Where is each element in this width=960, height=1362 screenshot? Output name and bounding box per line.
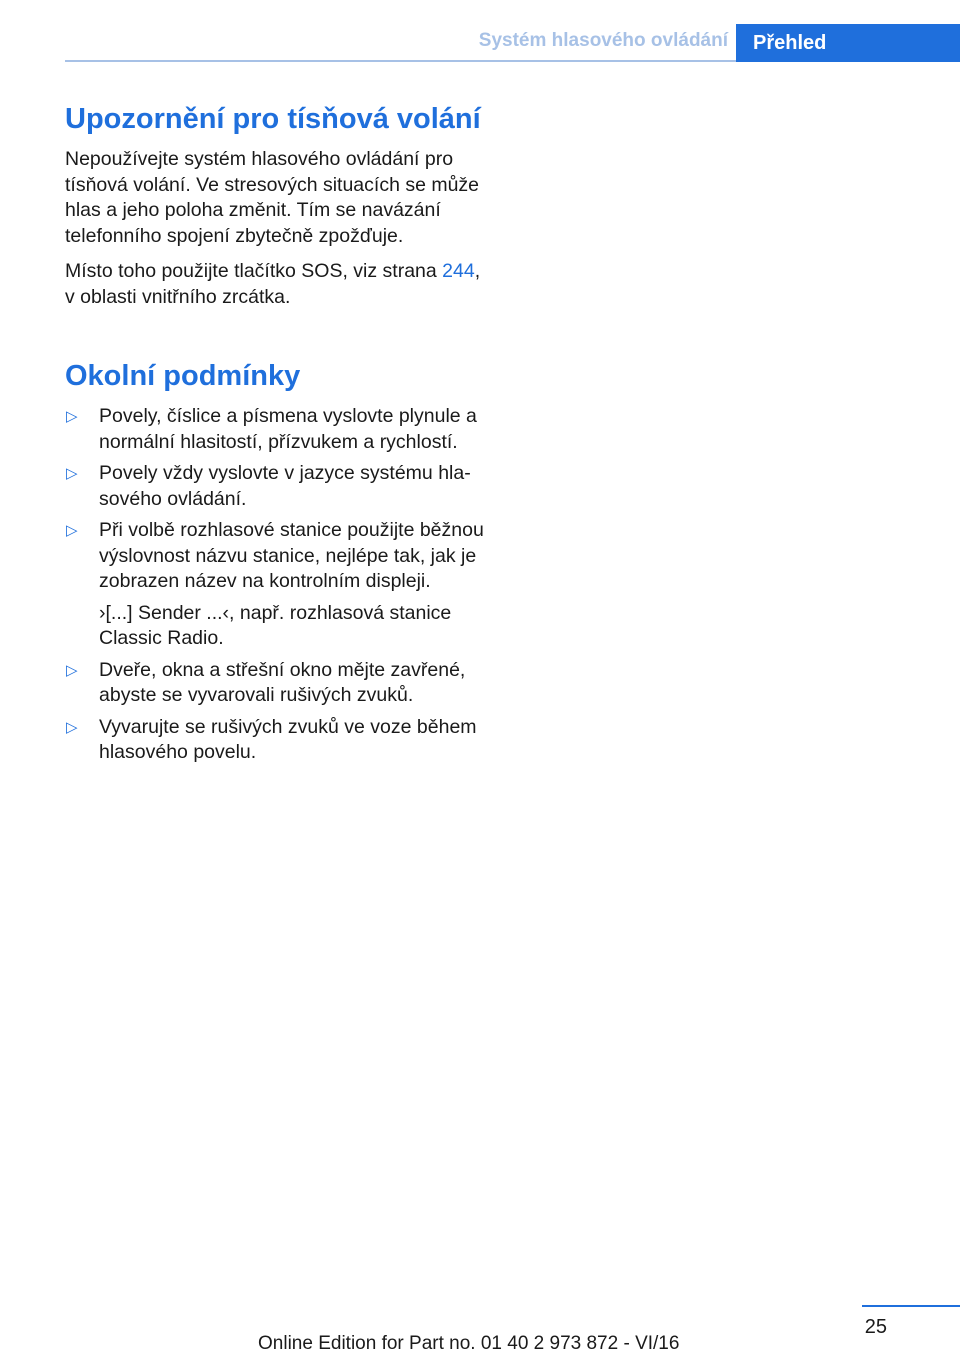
section-heading-ambient-conditions: Okolní podmínky [65, 360, 301, 392]
list-item-text: Dveře, okna a střešní okno mějte zavřené, abyste se vyvarovali rušivých zvuků. [99, 658, 466, 706]
triangle-bullet-icon: ▷ [66, 465, 78, 482]
list-item [65, 715, 485, 766]
paragraph-sos-text-end: , v oblasti vnitřního zrcátka. [65, 260, 481, 308]
bullet-list [65, 404, 485, 766]
page-number: 25 [864, 1316, 887, 1338]
paragraph-sos-reference [65, 259, 485, 310]
triangle-bullet-icon: ▷ [66, 408, 78, 425]
section-heading-emergency-calls: Upozornění pro tísňová volání [65, 103, 481, 135]
page-content [65, 103, 485, 772]
list-item [65, 518, 485, 652]
list-item-text: Povely vždy vyslovte v jazyce systému hlasového ovládání. [99, 462, 471, 510]
list-item [65, 658, 485, 709]
triangle-bullet-icon: ▷ [66, 661, 78, 679]
edition-footer: Online Edition for Part no. 01 40 2 973 872 - VI/16 [258, 1333, 680, 1354]
paragraph-emergency-warning: Nepoužívejte systém hlasového ovládání pro tísňová volání. Ve stresových situacích se může hlas a jeho poloha změnit. Tím se navázání telefonního spojení zbytečně zpožďuje. [65, 148, 480, 247]
paragraph-sos-text: Místo toho použijte tlačítko SOS, viz strana [65, 260, 443, 282]
list-item [65, 404, 485, 455]
triangle-bullet-icon: ▷ [66, 522, 78, 539]
page-number-rule [862, 1305, 960, 1307]
header-section-title: Systém hlasového ovládání [478, 30, 728, 51]
list-item-text: Vyvarujte se rušivých zvuků ve voze během hlasového povelu. [99, 715, 477, 763]
list-item [65, 461, 485, 512]
list-item-example: ›[...] Sender ...‹, např. rozhlasová stanice Classic Radio. [99, 601, 452, 649]
header-chapter-tab: Přehled [736, 24, 960, 62]
page-link-244[interactable]: 244 [442, 260, 475, 282]
header-rule [65, 60, 736, 62]
list-item-text: Při volbě rozhlasové stanice použijte běžnou výslovnost názvu stanice, nejlépe tak, jak je zobrazen název na kontrolním displeji. [99, 519, 484, 592]
list-item-text: Povely, číslice a písmena vyslovte plynule a normální hlasitostí, přízvukem a rychlostí. [99, 405, 477, 453]
triangle-bullet-icon: ▷ [66, 718, 78, 736]
